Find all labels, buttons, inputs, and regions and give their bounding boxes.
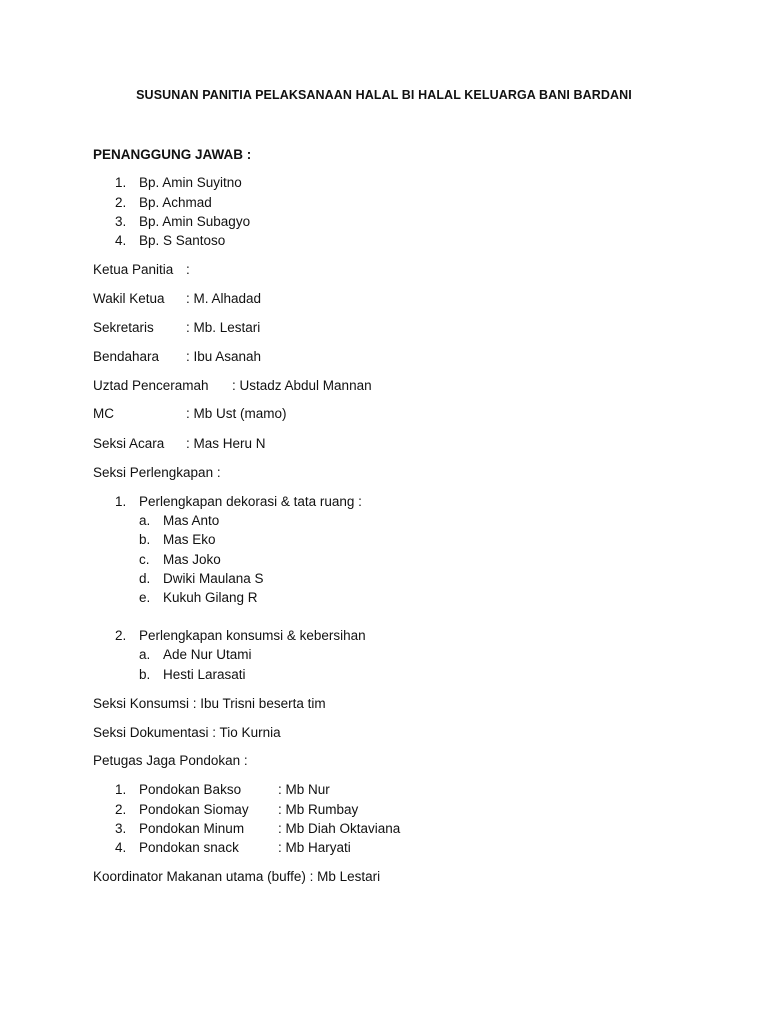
list-number: 2. (115, 628, 127, 643)
sub-letter: d. (139, 571, 151, 586)
role-value-penceramah: : Ustadz Abdul Mannan (232, 378, 372, 393)
list-number: 4. (115, 233, 127, 248)
list-number: 1. (115, 175, 127, 190)
sub-letter: c. (139, 552, 150, 567)
pondokan-name: Pondokan snack (139, 840, 239, 855)
role-value-mc: : Mb Ust (mamo) (186, 406, 287, 421)
penanggung-jawab-heading: PENANGGUNG JAWAB : (93, 147, 252, 162)
pondokan-name: Pondokan Bakso (139, 782, 242, 797)
list-item: Bp. S Santoso (139, 233, 226, 248)
pondokan-name: Pondokan Minum (139, 821, 245, 836)
pondokan-officer: : Mb Nur (278, 782, 330, 797)
role-label-penceramah: Uztad Penceramah (93, 378, 209, 393)
role-label-sekretaris: Sekretaris (93, 320, 154, 335)
list-item: Perlengkapan dekorasi & tata ruang : (139, 494, 362, 509)
list-number: 1. (115, 494, 127, 509)
seksi-dokumentasi: Seksi Dokumentasi : Tio Kurnia (93, 725, 281, 740)
role-label-mc: MC (93, 406, 114, 421)
pondokan-officer: : Mb Rumbay (278, 802, 359, 817)
sub-letter: e. (139, 590, 151, 605)
sub-item: Mas Eko (163, 532, 216, 547)
pondokan-heading: Petugas Jaga Pondokan : (93, 753, 248, 768)
koordinator-makanan: Koordinator Makanan utama (buffe) : Mb Lestari (93, 869, 381, 884)
document-title: SUSUNAN PANITIA PELAKSANAAN HALAL BI HALAL KELUARGA BANI BARDANI (136, 88, 632, 102)
list-item: Perlengkapan konsumsi & kebersihan (139, 628, 366, 643)
sub-letter: a. (139, 513, 151, 528)
sub-item: Hesti Larasati (163, 667, 246, 682)
sub-letter: a. (139, 647, 151, 662)
seksi-konsumsi: Seksi Konsumsi : Ibu Trisni beserta tim (93, 696, 326, 711)
perlengkapan-heading: Seksi Perlengkapan : (93, 465, 221, 480)
list-item: Bp. Amin Subagyo (139, 214, 251, 229)
role-label-wakil: Wakil Ketua (93, 291, 165, 306)
sub-item: Kukuh Gilang R (163, 590, 258, 605)
list-item: Bp. Achmad (139, 195, 212, 210)
sub-item: Mas Anto (163, 513, 220, 528)
role-value-bendahara: : Ibu Asanah (186, 349, 262, 364)
list-number: 3. (115, 214, 127, 229)
role-label-bendahara: Bendahara (93, 349, 160, 364)
list-item: Bp. Amin Suyitno (139, 175, 242, 190)
role-value-sekretaris: : Mb. Lestari (186, 320, 261, 335)
sub-letter: b. (139, 532, 151, 547)
role-label-ketua: Ketua Panitia (93, 262, 174, 277)
list-number: 4. (115, 840, 127, 855)
role-value-wakil: : M. Alhadad (186, 291, 262, 306)
role-label-acara: Seksi Acara (93, 436, 165, 451)
pondokan-name: Pondokan Siomay (139, 802, 249, 817)
list-number: 3. (115, 821, 127, 836)
role-value-acara: : Mas Heru N (186, 436, 266, 451)
pondokan-officer: : Mb Diah Oktaviana (278, 821, 401, 836)
role-value-ketua: : (186, 262, 190, 277)
list-number: 2. (115, 195, 127, 210)
sub-letter: b. (139, 667, 151, 682)
list-number: 2. (115, 802, 127, 817)
sub-item: Ade Nur Utami (163, 647, 252, 662)
sub-item: Dwiki Maulana S (163, 571, 264, 586)
pondokan-officer: : Mb Haryati (278, 840, 351, 855)
list-number: 1. (115, 782, 127, 797)
sub-item: Mas Joko (163, 552, 221, 567)
